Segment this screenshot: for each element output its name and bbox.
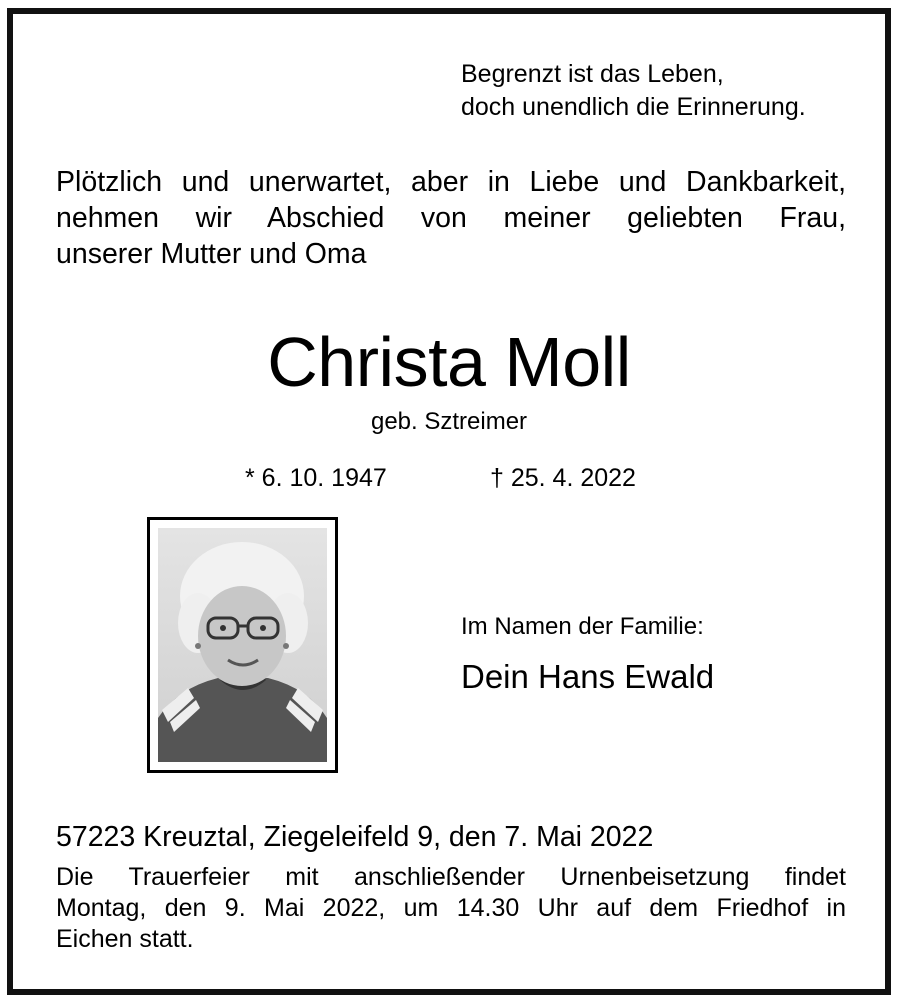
motto-line-1: Begrenzt ist das Leben, (461, 60, 724, 88)
funeral-line-3: Eichen statt. (56, 925, 194, 953)
obituary-frame (7, 8, 891, 995)
motto-line-2: doch unendlich die Erinnerung. (461, 93, 806, 121)
death-date: † 25. 4. 2022 (490, 464, 636, 492)
intro-line-3: unserer Mutter und Oma (56, 238, 367, 270)
funeral-notice (56, 862, 846, 955)
deceased-name: Christa Moll (267, 323, 631, 401)
place-date: 57223 Kreuztal, Ziegeleifeld 9, den 7. Mai 2022 (56, 821, 654, 853)
funeral-line-1: Die Trauerfeier mit anschließender Urnenbeisetzung findet (56, 863, 846, 891)
family-label: Im Namen der Familie: (461, 613, 704, 640)
portrait-illustration (158, 528, 327, 762)
intro-line-1: Plötzlich und unerwartet, aber in Liebe und Dankbarkeit, (56, 166, 846, 198)
maiden-name: geb. Sztreimer (370, 408, 528, 435)
funeral-line-2: Montag, den 9. Mai 2022, um 14.30 Uhr auf dem Friedhof in (56, 894, 846, 922)
portrait-photo (158, 528, 327, 762)
motto (461, 58, 806, 124)
intro-line-2: nehmen wir Abschied von meiner geliebten Frau, (56, 202, 846, 234)
portrait-frame (147, 517, 338, 773)
birth-date: * 6. 10. 1947 (245, 464, 387, 492)
family-signature: Dein Hans Ewald (461, 658, 715, 695)
intro-text (56, 164, 846, 272)
